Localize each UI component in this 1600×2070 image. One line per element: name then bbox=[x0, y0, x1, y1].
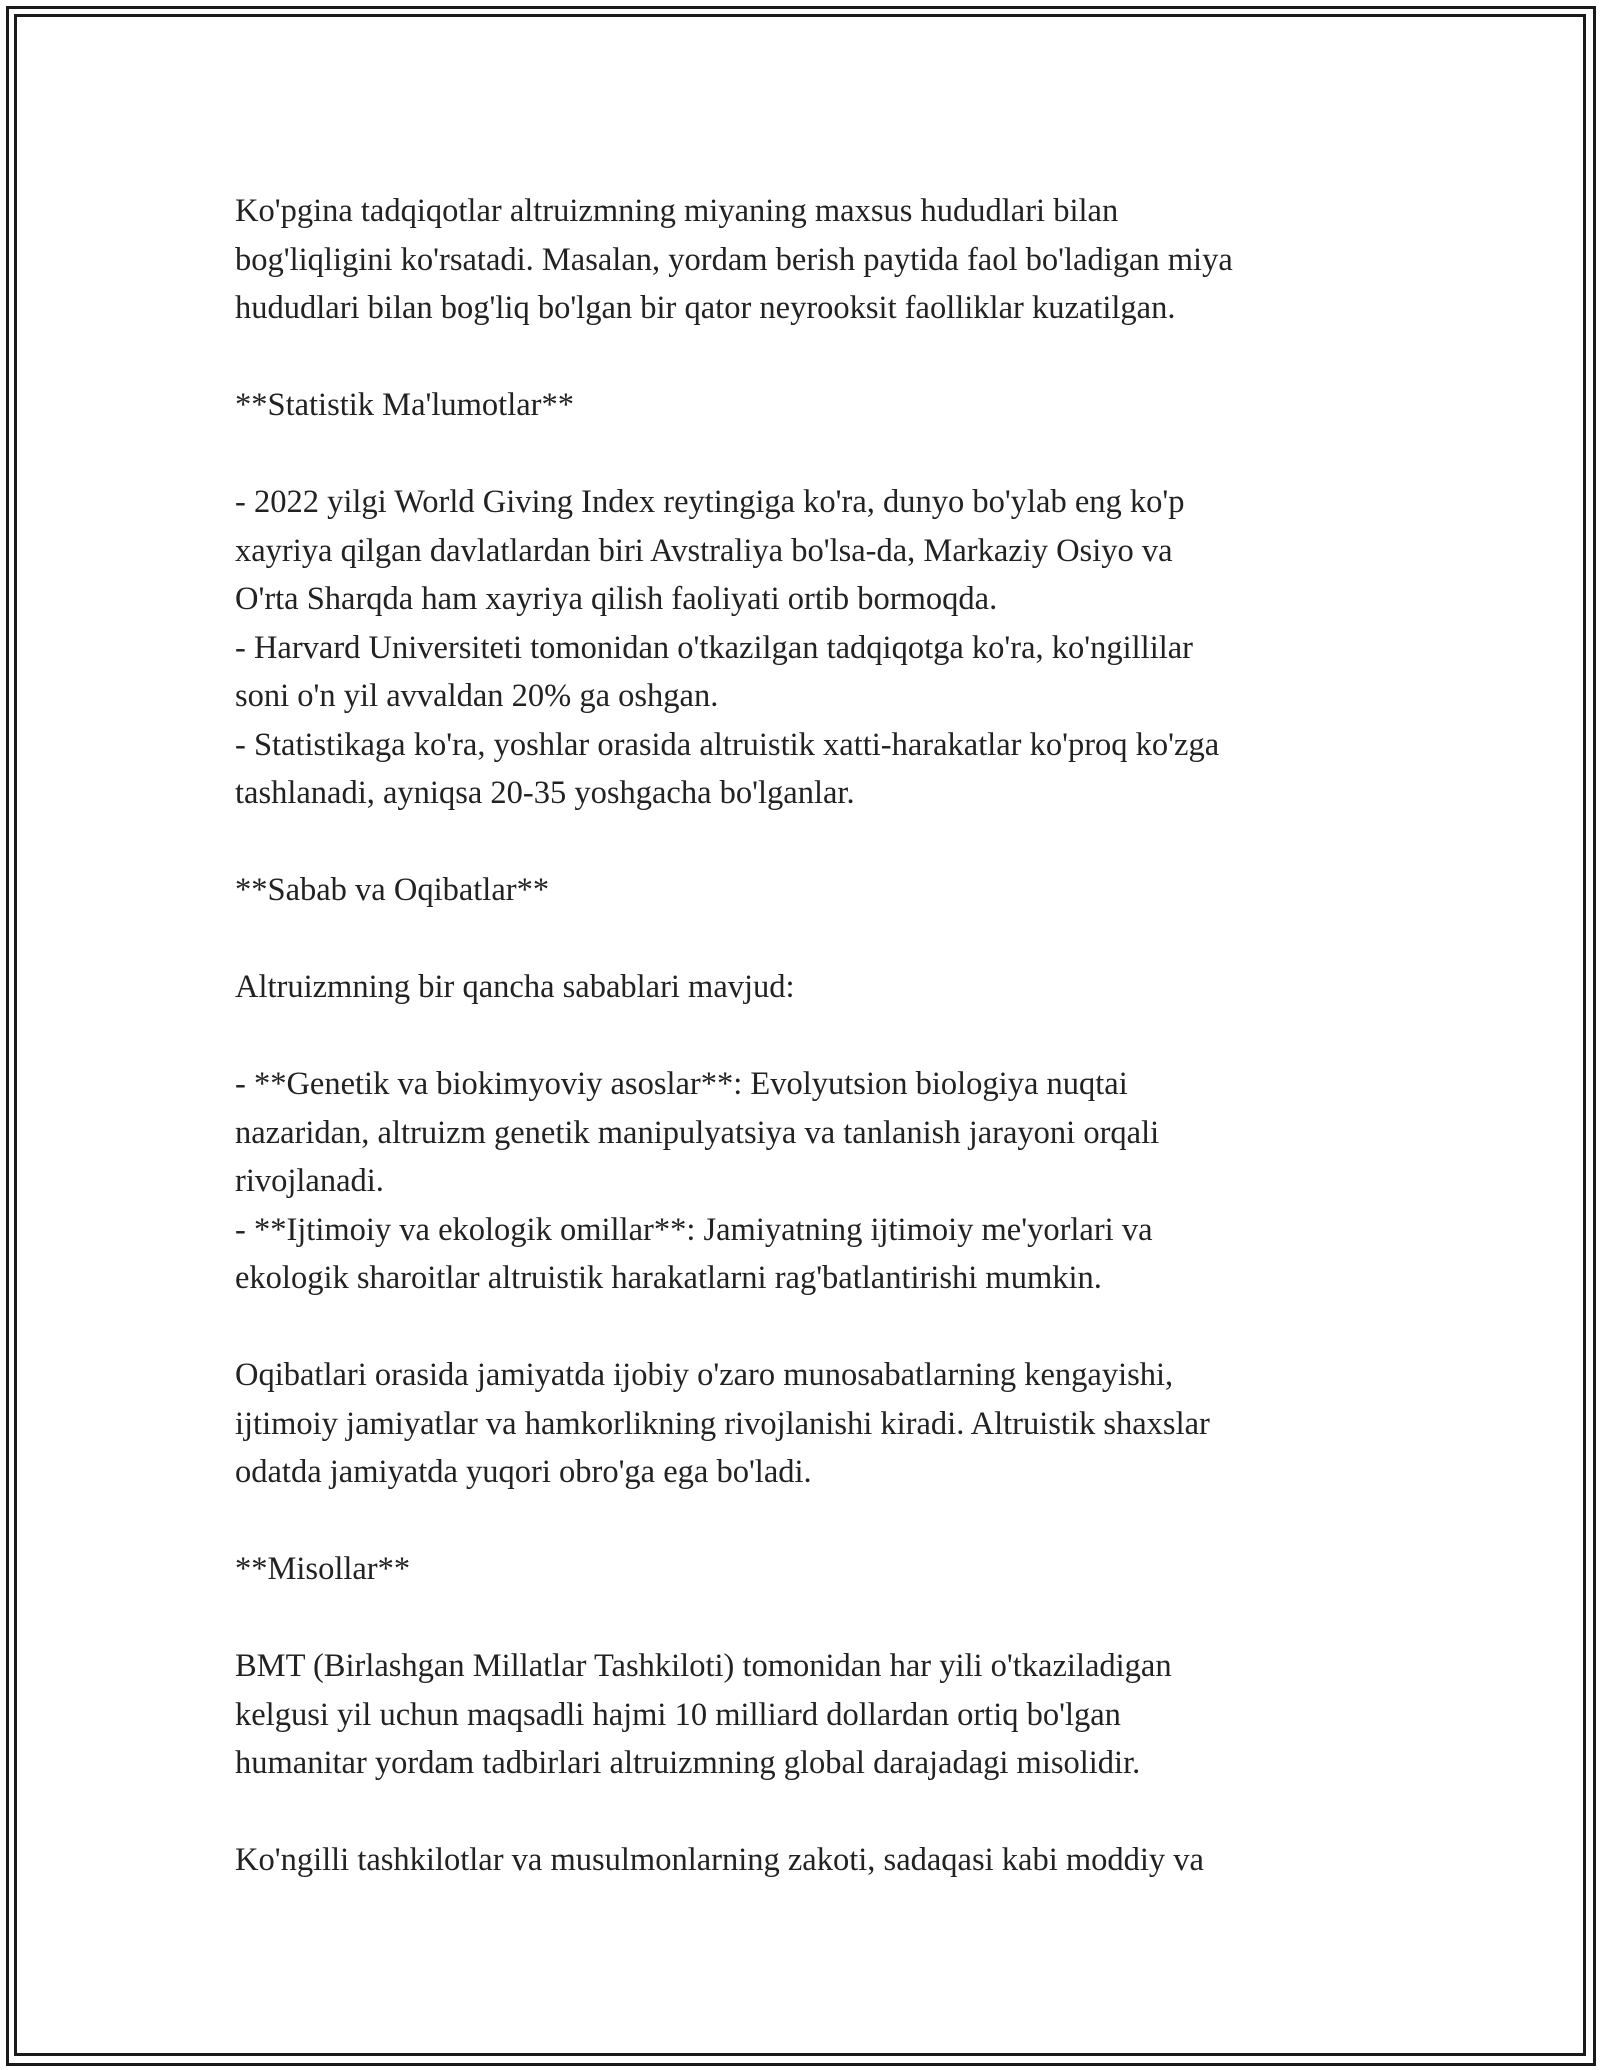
list-line: rivojlanadi. bbox=[235, 1163, 384, 1199]
list-line: nazaridan, altruizm genetik manipulyatsiya va tanlanish jarayoni orqali bbox=[235, 1114, 1160, 1151]
text-line: Ko'pgina tadqiqotlar altruizmning miyaning maxsus hududlari bilan bbox=[235, 193, 1119, 229]
text-line: ijtimoiy jamiyatlar va hamkorlikning rivojlanishi kiradi. Altruistik shaxslar bbox=[235, 1405, 1210, 1442]
paragraph-consequences bbox=[235, 1351, 1385, 1497]
text-line: humanitar yordam tadbirlari altruizmning global darajadagi misolidir. bbox=[235, 1745, 1141, 1781]
statistics-list bbox=[235, 478, 1385, 818]
text-line: Altruizmning bir qancha sabablari mavjud: bbox=[235, 969, 795, 1005]
heading-text: **Sabab va Oqibatlar** bbox=[235, 872, 550, 908]
text-line: BMT (Birlashgan Millatlar Tashkiloti) tomonidan har yili o'tkaziladigan bbox=[235, 1648, 1172, 1684]
heading-examples bbox=[235, 1545, 1385, 1594]
list-line: O'rta Sharqda ham xayriya qilish faoliyati ortib bormoqda. bbox=[235, 581, 998, 617]
list-line: - **Ijtimoiy va ekologik omillar**: Jamiyatning ijtimoiy me'yorlari va bbox=[235, 1211, 1153, 1248]
heading-text: **Misollar** bbox=[235, 1551, 411, 1587]
heading-causes bbox=[235, 866, 1385, 915]
list-line: soni o'n yil avvaldan 20% ga oshgan. bbox=[235, 678, 719, 714]
list-line: - Statistikaga ko'ra, yoshlar orasida altruistik xatti-harakatlar ko'proq ko'zga bbox=[235, 726, 1220, 763]
list-line: xayriya qilgan davlatlardan biri Avstraliya bo'lsa-da, Markaziy Osiyo va bbox=[235, 532, 1173, 569]
text-line: Oqibatlari orasida jamiyatda ijobiy o'zaro munosabatlarning kengayishi, bbox=[235, 1357, 1174, 1393]
heading-statistics bbox=[235, 381, 1385, 430]
paragraph-examples bbox=[235, 1642, 1385, 1788]
list-line: ekologik sharoitlar altruistik harakatlarni rag'batlantirishi mumkin. bbox=[235, 1260, 1102, 1296]
list-line: - Harvard Universiteti tomonidan o'tkazilgan tadqiqotga ko'ra, ko'ngillilar bbox=[235, 629, 1194, 666]
causes-intro bbox=[235, 963, 1385, 1012]
document-body bbox=[235, 187, 1385, 1933]
text-line: odatda jamiyatda yuqori obro'ga ega bo'ladi. bbox=[235, 1454, 812, 1490]
list-line: - 2022 yilgi World Giving Index reytingiga ko'ra, dunyo bo'ylab eng ko'p bbox=[235, 484, 1185, 520]
text-line: hududlari bilan bog'liq bo'lgan bir qator neyrooksit faolliklar kuzatilgan. bbox=[235, 290, 1176, 326]
heading-text: **Statistik Ma'lumotlar** bbox=[235, 387, 574, 423]
list-line: - **Genetik va biokimyoviy asoslar**: Evolyutsion biologiya nuqtai bbox=[235, 1066, 1128, 1102]
text-line: Ko'ngilli tashkilotlar va musulmonlarning zakoti, sadaqasi kabi moddiy va bbox=[235, 1842, 1204, 1878]
text-line: kelgusi yil uchun maqsadli hajmi 10 milliard dollardan ortiq bo'lgan bbox=[235, 1696, 1121, 1733]
paragraph-neuroscience bbox=[235, 187, 1385, 333]
text-line: bog'liqligini ko'rsatadi. Masalan, yordam berish paytida faol bo'ladigan miya bbox=[235, 241, 1233, 278]
list-line: tashlanadi, ayniqsa 20-35 yoshgacha bo'lganlar. bbox=[235, 775, 855, 811]
paragraph-volunteer-organizations bbox=[235, 1836, 1385, 1885]
causes-list bbox=[235, 1060, 1385, 1303]
